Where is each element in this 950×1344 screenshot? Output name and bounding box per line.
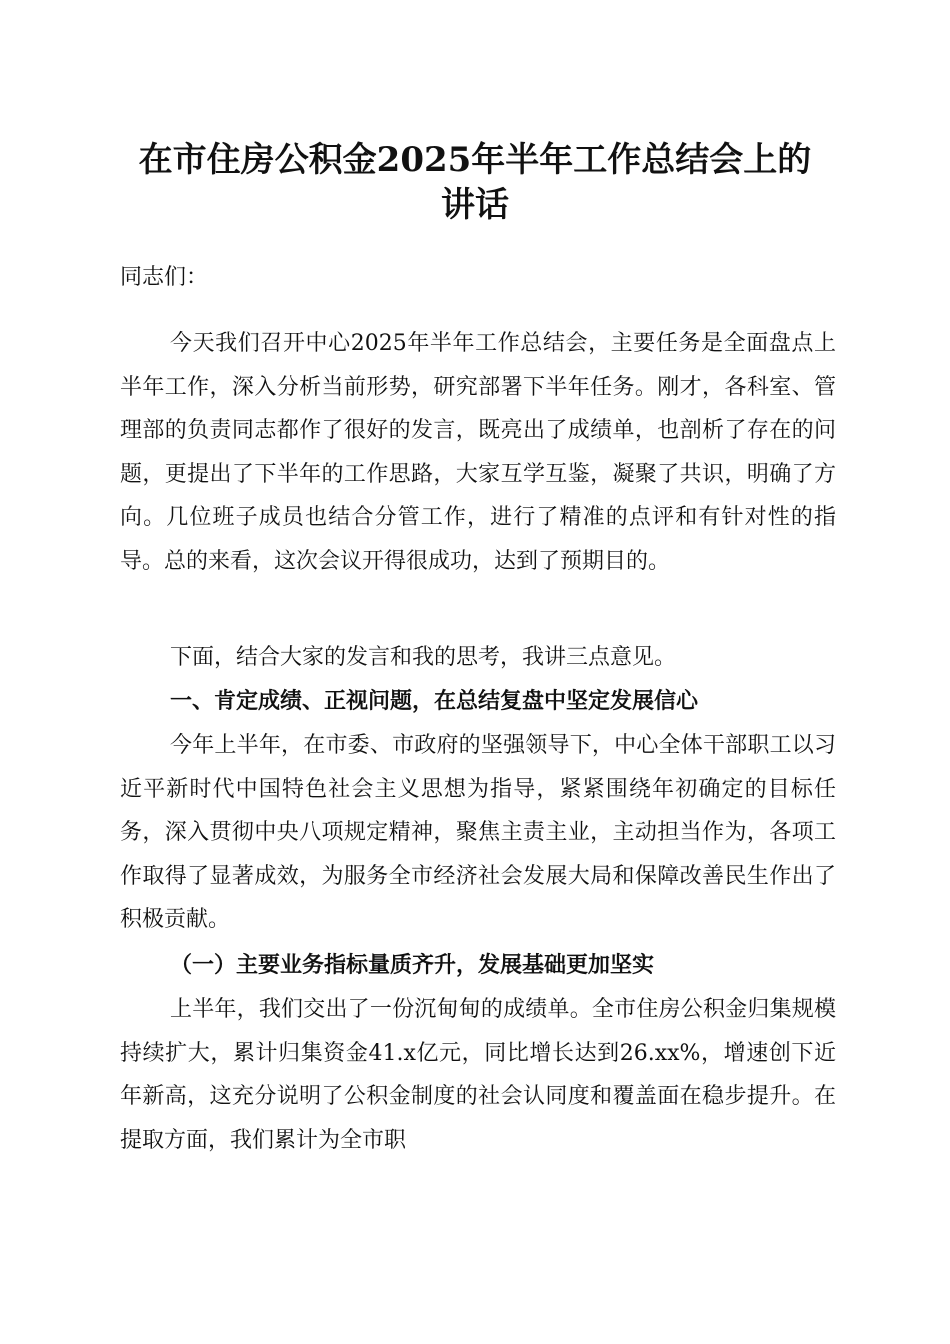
greeting: 同志们： xyxy=(120,265,209,290)
subsection-heading-1: （一）主要业务指标量质齐升，发展基础更加坚实 xyxy=(170,952,655,978)
document-title-line-2: 讲话 xyxy=(441,185,509,225)
transition-paragraph: 下面，结合大家的发言和我的思考，我讲三点意见。 xyxy=(170,645,677,670)
section-1-paragraph: 今年上半年，在市委、市政府的坚强领导下，中心全体干部职工以习近平新时代中国特色社会主义思想为指导，紧紧围绕年初确定的目标任务，深入贯彻中央八项规定精神，聚焦主责主业，主动担当作为，各项工作取得了显著成效，为服务全市经济社会发展大局和保障改善民生作出了积极贡献。 xyxy=(120,733,836,932)
opening-paragraph: 今天我们召开中心2025年半年工作总结会，主要任务是全面盘点上半年工作，深入分析当前形势，研究部署下半年任务。刚才，各科室、管理部的负责同志都作了很好的发言，既亮出了成绩单，也剖析了存在的问题，更提出了下半年的工作思路，大家互学互鉴，凝聚了共识，明确了方向。几位班子成员也结合分管工作，进行了精准的点评和有针对性的指导。总的来看，这次会议开得很成功，达到了预期目的。 xyxy=(120,331,836,574)
subsection-1-paragraph: 上半年，我们交出了一份沉甸甸的成绩单。全市住房公积金归集规模持续扩大，累计归集资金41.x亿元，同比增长达到26.xx%，增速创下近年新高，这充分说明了公积金制度的社会认同度和覆盖面在稳步提升。在提取方面，我们累计为全市职 xyxy=(120,997,836,1153)
section-heading-1: 一、肯定成绩、正视问题，在总结复盘中坚定发展信心 xyxy=(170,689,699,714)
document-title-line-1: 在市住房公积金2025年半年工作总结会上的 xyxy=(138,140,812,180)
